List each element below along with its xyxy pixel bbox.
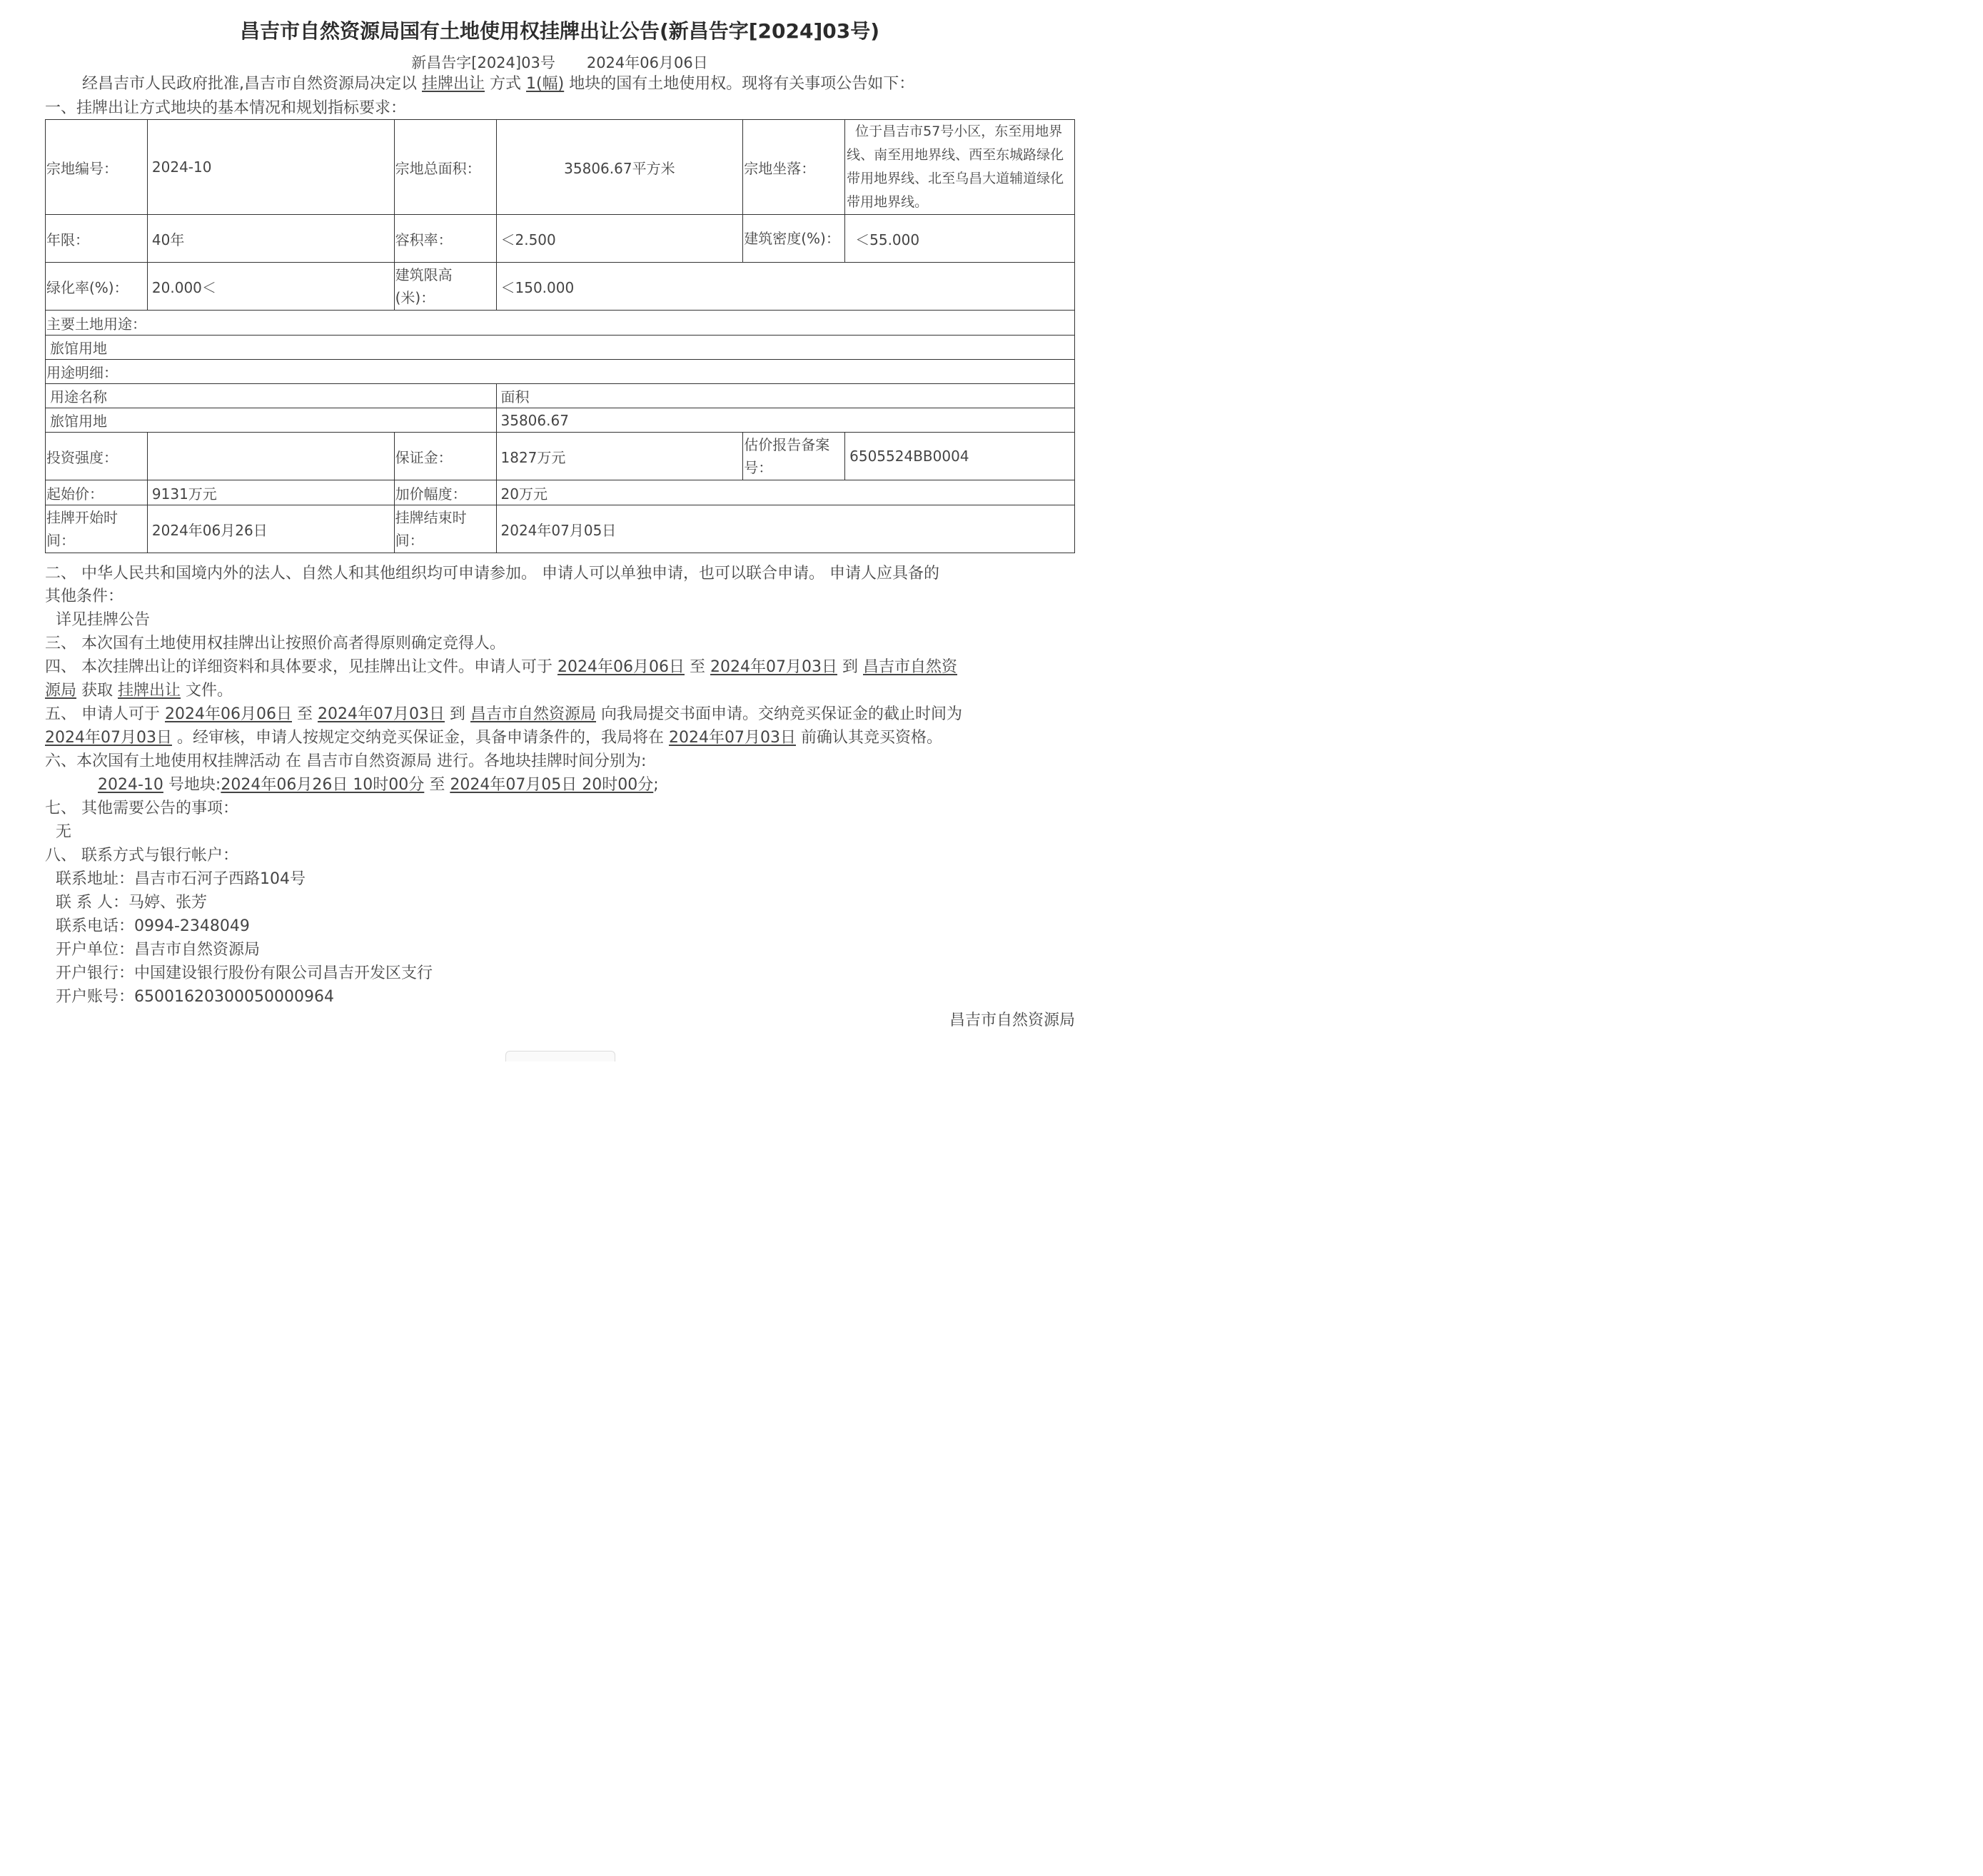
s5-text-b: 至 <box>296 705 313 723</box>
table-row <box>46 311 1075 336</box>
s4-text-c: 到 <box>842 658 858 676</box>
table-row <box>46 480 1075 505</box>
appraisal-label: 估价报告备案号： <box>743 433 845 480</box>
section6-line2 <box>98 774 659 797</box>
list-start-value: 2024年06月26日 <box>147 505 394 553</box>
s5-text-c: 到 <box>449 705 465 723</box>
use-name-header: 用途名称 <box>46 384 497 408</box>
table-row <box>46 384 1075 408</box>
invest-value <box>147 433 394 480</box>
s5-place: 昌吉市自然资源局 <box>470 705 597 723</box>
invest-label: 投资强度： <box>46 433 148 480</box>
s5-date-to: 2024年07月03日 <box>318 705 445 723</box>
s5-text-f: 前确认其竞买资格。 <box>800 729 942 747</box>
intro-mid: 方式 <box>490 75 522 93</box>
s4-place: 昌吉市自然资 <box>863 658 958 676</box>
table-row <box>46 215 1075 263</box>
table-row <box>46 505 1075 553</box>
section2-detail: 详见挂牌公告 <box>56 611 151 629</box>
section2-line2: 其他条件： <box>45 587 124 605</box>
s4-text-b: 至 <box>689 658 705 676</box>
s4-text-a: 四、 本次挂牌出让的详细资料和具体要求，见挂牌出让文件。申请人可于 <box>45 658 552 676</box>
s5-text-a: 五、 申请人可于 <box>45 705 160 723</box>
area-label: 宗地总面积： <box>394 120 496 215</box>
s6-end: 2024年07月05日 20时00分 <box>450 776 654 794</box>
contact-phone: 联系电话：0994-2348049 <box>56 917 250 935</box>
deposit-label: 保证金： <box>394 433 496 480</box>
table-row <box>46 120 1075 215</box>
use-area-value: 35806.67 <box>496 408 1075 433</box>
term-label: 年限： <box>46 215 148 263</box>
table-row <box>46 408 1075 433</box>
height-label: 建筑限高(米)： <box>394 263 496 311</box>
density-label: 建筑密度(%)： <box>743 215 845 263</box>
green-label: 绿化率(%)： <box>46 263 148 311</box>
section4-line2 <box>45 680 233 702</box>
s6-text-d: ; <box>653 776 659 794</box>
section4-line1 <box>45 656 957 679</box>
s5-date-from: 2024年06月06日 <box>165 705 292 723</box>
intro-paragraph <box>82 73 914 96</box>
s5-deadline: 2024年07月03日 <box>45 729 172 747</box>
account-bank: 开户银行：中国建设银行股份有限公司昌吉开发区支行 <box>56 964 433 982</box>
page-title: 昌吉市自然资源局国有土地使用权挂牌出让公告(新昌告字[2024]03号) <box>239 19 880 43</box>
parcel-no-label: 宗地编号： <box>46 120 148 215</box>
s4-date-from: 2024年06月06日 <box>557 658 685 676</box>
contact-address: 联系地址：昌吉市石河子西路104号 <box>56 870 306 888</box>
parcel-no-value: 2024-10 <box>147 120 394 215</box>
section1-title: 一、挂牌出让方式地块的基本情况和规划指标要求： <box>45 99 407 117</box>
term-value: 40年 <box>147 215 394 263</box>
height-value: ＜150.000 <box>496 263 1075 311</box>
far-value: ＜2.500 <box>496 215 743 263</box>
start-price-value: 9131万元 <box>147 480 394 505</box>
table-row <box>46 360 1075 384</box>
s6-parcel: 2024-10 <box>98 776 163 794</box>
contact-person: 联 系 人：马婷、张芳 <box>56 894 207 912</box>
s4-date-to: 2024年07月03日 <box>710 658 837 676</box>
intro-prefix: 经昌吉市人民政府批准,昌吉市自然资源局决定以 <box>82 75 417 93</box>
table-row <box>46 336 1075 360</box>
table-row <box>46 433 1075 480</box>
appraisal-value: 6505524BB0004 <box>845 433 1075 480</box>
s6-text-c: 至 <box>429 776 445 794</box>
section5-line1 <box>45 703 962 726</box>
intro-method: 挂牌出让 <box>422 75 485 93</box>
doc-date: 2024年06月06日 <box>586 54 708 71</box>
s4-text-e: 获取 <box>81 682 113 700</box>
start-price-label: 起始价： <box>46 480 148 505</box>
account-number: 开户账号：65001620300050000964 <box>56 988 334 1006</box>
section7-value: 无 <box>56 823 72 841</box>
announcement-page <box>0 0 1119 1059</box>
list-start-label: 挂牌开始时间： <box>46 505 148 553</box>
s4-place-cont: 源局 <box>45 682 77 700</box>
list-end-value: 2024年07月05日 <box>496 505 1075 553</box>
signature: 昌吉市自然资源局 <box>949 1012 1075 1029</box>
increment-value: 20万元 <box>496 480 1075 505</box>
doc-number: 新昌告字[2024]03号 <box>411 54 555 71</box>
location-label: 宗地坐落： <box>743 120 845 215</box>
s5-text-e: 。经审核，申请人按规定交纳竞买保证金，具备申请条件的，我局将在 <box>176 729 664 747</box>
main-use-label: 主要土地用途： <box>46 311 1075 336</box>
section7-title: 七、 其他需要公告的事项： <box>45 800 238 817</box>
s6-start: 2024年06月26日 10时00分 <box>221 776 425 794</box>
location-value: 位于昌吉市57号小区，东至用地界线、南至用地界线、西至东城路绿化带用地界线、北至乌昌大道辅道绿化带用地界线。 <box>845 120 1075 215</box>
area-value: 35806.67平方米 <box>496 120 743 215</box>
doc-subtitle <box>0 51 1119 73</box>
section6-line1: 六、本次国有土地使用权挂牌活动 在 昌吉市自然资源局 进行。各地块挂牌时间分别为: <box>45 752 647 770</box>
far-label: 容积率： <box>394 215 496 263</box>
s4-text-f: 文件。 <box>186 682 233 700</box>
section3: 三、 本次国有土地使用权挂牌出让按照价高者得原则确定竞得人。 <box>45 635 505 652</box>
s6-text-b: 号地块: <box>168 776 221 794</box>
s4-doc: 挂牌出让 <box>118 682 181 700</box>
deposit-value: 1827万元 <box>496 433 743 480</box>
use-detail-label: 用途明细： <box>46 360 1075 384</box>
section5-line2 <box>45 727 942 750</box>
parcel-info-table <box>45 119 1075 553</box>
density-value: ＜55.000 <box>845 215 1075 263</box>
section8-title: 八、 联系方式与银行帐户： <box>45 847 238 864</box>
increment-label: 加价幅度： <box>394 480 496 505</box>
s5-text-d: 向我局提交书面申请。交纳竞买保证金的截止时间为 <box>601 705 963 723</box>
bottom-tab[interactable] <box>505 1051 615 1061</box>
intro-count: 1(幅) <box>526 75 565 93</box>
intro-suffix: 地块的国有土地使用权。现将有关事项公告如下： <box>569 75 915 93</box>
main-use-value: 旅馆用地 <box>46 336 1075 360</box>
use-name-value: 旅馆用地 <box>46 408 497 433</box>
green-value: 20.000＜ <box>147 263 394 311</box>
section2-line1: 二、 中华人民共和国境内外的法人、自然人和其他组织均可申请参加。 申请人可以单独申请，也可以联合申请。 申请人应具备的 <box>45 565 939 583</box>
list-end-label: 挂牌结束时间： <box>394 505 496 553</box>
use-area-header: 面积 <box>496 384 1075 408</box>
account-unit: 开户单位：昌吉市自然资源局 <box>56 941 261 959</box>
table-row <box>46 263 1075 311</box>
s5-confirm-date: 2024年07月03日 <box>669 729 796 747</box>
